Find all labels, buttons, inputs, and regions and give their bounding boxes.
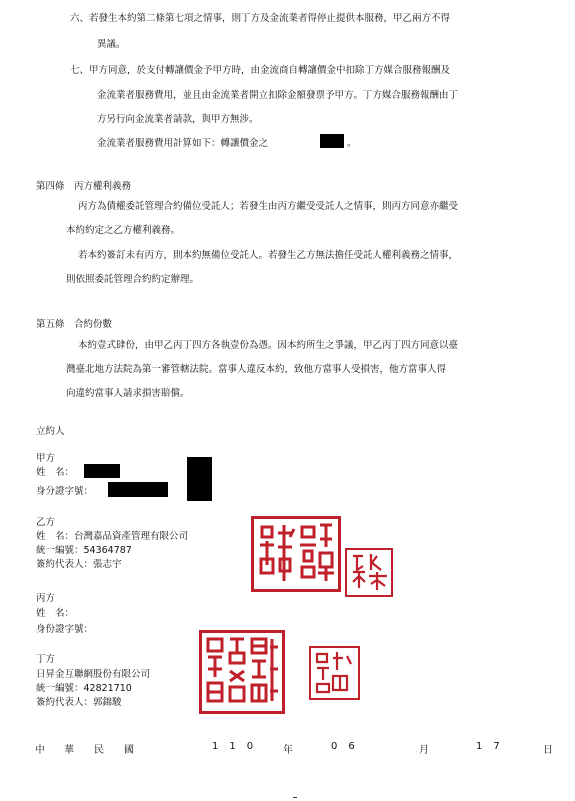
- date-year: 110: [212, 741, 265, 752]
- page-footer-mark: [293, 797, 297, 798]
- date-month-unit: 月: [419, 745, 429, 756]
- party-a-name-redacted: [84, 464, 120, 478]
- article4-p2-line2: 則依照委託管理合約約定辦理。: [66, 274, 200, 285]
- article4-p1-line2: 本約約定之乙方權利義務。: [66, 225, 181, 236]
- item7-line4-suffix: 。: [347, 138, 357, 149]
- item7-line3: 方另行向金流業者請款，與甲方無涉。: [97, 114, 259, 125]
- party-b-tax-id: 統一編號：54364787: [36, 545, 132, 556]
- date-era-char-4: 國: [124, 745, 134, 756]
- party-b-name: 姓 名：台灣嘉品資產管理有限公司: [36, 531, 189, 542]
- article4-heading: 第四條 丙方權利義務: [36, 181, 132, 192]
- signatories-heading: 立約人: [36, 426, 65, 437]
- article4-p2-line1: 若本約簽訂未有丙方，則本約無備位受託人。若發生乙方無法擔任受託人權利義務之情事，: [78, 250, 459, 261]
- article5-heading: 第五條 合約份數: [36, 319, 113, 330]
- party-d-tax-id: 統一編號：42821710: [36, 683, 132, 694]
- party-d-rep-seal: [309, 646, 360, 700]
- party-a-name-label: 姓 名：: [36, 467, 75, 478]
- party-d-title: 丁方: [36, 654, 56, 665]
- article4-p1-line1: 丙方為債權委託管理合約備位受託人；若發生由丙方繼受受託人之情事，則丙方同意亦繼受: [78, 201, 459, 212]
- party-b-representative: 簽約代表人：張志宇: [36, 559, 122, 570]
- redacted-percentage: [320, 134, 344, 148]
- party-d-company-seal: [199, 630, 285, 714]
- party-a-id-redacted: [108, 482, 168, 497]
- party-c-title: 丙方: [36, 593, 56, 604]
- date-era-char-2: 華: [64, 745, 74, 756]
- party-a-id-label: 身分證字號：: [36, 486, 94, 497]
- date-day-unit: 日: [543, 745, 553, 756]
- party-c-name-label: 姓 名：: [36, 608, 75, 619]
- party-b-title: 乙方: [36, 517, 56, 528]
- date-year-unit: 年: [283, 745, 293, 756]
- party-d-representative: 簽約代表人：郭錦駿: [36, 697, 122, 708]
- item7-line1: 七、甲方同意，於支付轉讓價金予甲方時，由金流商自轉讓價金中扣除丁方媒合服務報酬及: [70, 65, 451, 76]
- item7-line2: 金流業者服務費用，並且由金流業者開立扣除金額發票予甲方。丁方媒合服務報酬由丁: [97, 90, 459, 101]
- article5-line1: 本約壹式肆份，由甲乙丙丁四方各執壹份為憑。因本約所生之爭議，甲乙丙丁四方同意以臺: [78, 340, 459, 351]
- article5-line3: 向違約當事人請求損害賠償。: [66, 388, 190, 399]
- article5-line2: 灣臺北地方法院為第一審管轄法院。當事人違反本約，致他方當事人受損害，他方當事人得: [66, 364, 447, 375]
- party-c-id-label: 身份證字號：: [36, 624, 94, 635]
- party-a-seal-redacted: [187, 457, 212, 501]
- party-b-rep-seal: [345, 548, 393, 597]
- date-era-char-3: 民: [94, 745, 104, 756]
- item7-line4-prefix: 金流業者服務費用計算如下：轉讓價金之: [97, 138, 269, 149]
- party-a-title: 甲方: [36, 453, 56, 464]
- date-month: 06: [331, 741, 366, 752]
- party-b-company-seal: [251, 516, 341, 592]
- item6-line2: 異議。: [97, 39, 126, 50]
- party-d-company: 日昇金互聯網股份有限公司: [36, 669, 151, 680]
- date-era-char-1: 中: [35, 745, 45, 756]
- item6-line1: 六、若發生本約第二條第七項之情事，則丁方及金流業者得停止提供本服務，甲乙兩方不得: [70, 13, 451, 24]
- date-day: 17: [476, 741, 511, 752]
